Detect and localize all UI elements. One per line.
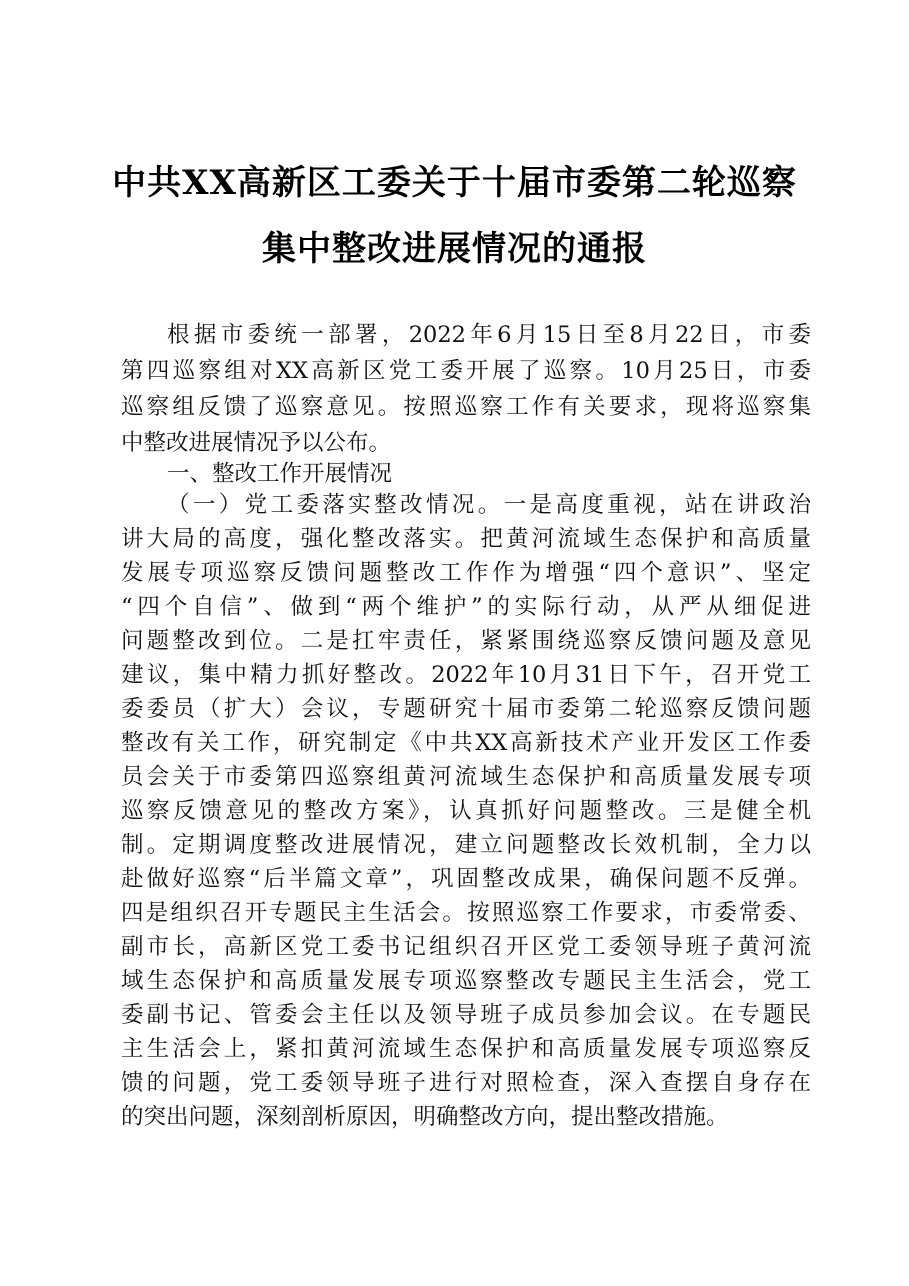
- body-line-7: 委委员（扩大）会议，专题研究十届市委第二轮巡察反馈问题: [121, 696, 811, 722]
- body-line-5: 问题整改到位。二是扛牢责任，紧紧围绕巡察反馈问题及意见: [121, 628, 811, 654]
- body-line-15: 域生态保护和高质量发展专项巡察整改专题民主生活会，党工: [121, 968, 811, 994]
- body-line-4: “四个自信”、做到“两个维护”的实际行动，从严从细促进: [121, 594, 811, 620]
- body-line-6: 建议，集中精力抓好整改。2022年10月31日下午，召开党工: [121, 662, 811, 688]
- section-heading: 一、整改工作开展情况: [167, 461, 393, 487]
- body-line-12: 赴做好巡察“后半篇文章”，巩固整改成果，确保问题不反弹。: [121, 866, 811, 892]
- intro-line-3: 巡察组反馈了巡察意见。按照巡察工作有关要求，现将巡察集: [121, 394, 811, 420]
- body-line-14: 副市长，高新区党工委书记组织召开区党工委领导班子黄河流: [121, 934, 811, 960]
- body-line-1: （一）党工委落实整改情况。一是高度重视，站在讲政治: [167, 492, 811, 518]
- body-line-13: 四是组织召开专题民主生活会。按照巡察工作要求，市委常委、: [121, 900, 811, 926]
- body-line-17: 主生活会上，紧扣黄河流域生态保护和高质量发展专项巡察反: [121, 1036, 811, 1062]
- body-line-2: 讲大局的高度，强化整改落实。把黄河流域生态保护和高质量: [121, 526, 811, 552]
- body-line-10: 巡察反馈意见的整改方案》，认真抓好问题整改。三是健全机: [121, 798, 811, 824]
- body-line-19: 的突出问题，深刻剖析原因，明确整改方向，提出整改措施。: [121, 1104, 729, 1130]
- body-line-11: 制。定期调度整改进展情况，建立问题整改长效机制，全力以: [121, 832, 811, 858]
- document-title-line-1: 中共XX高新区工委关于十届市委第二轮巡察: [112, 163, 797, 203]
- intro-line-1: 根据市委统一部署，2022年6月15日至8月22日，市委: [167, 322, 811, 348]
- body-line-8: 整改有关工作，研究制定《中共XX高新技术产业开发区工作委: [121, 730, 811, 756]
- body-line-9: 员会关于市委第四巡察组黄河流域生态保护和高质量发展专项: [121, 764, 811, 790]
- document-title-line-2: 集中整改进展情况的通报: [262, 229, 647, 269]
- intro-line-4: 中整改进展情况予以公布。: [121, 430, 392, 456]
- body-line-16: 委副书记、管委会主任以及领导班子成员参加会议。在专题民: [121, 1002, 811, 1028]
- intro-line-2: 第四巡察组对XX高新区党工委开展了巡察。10月25日，市委: [121, 358, 811, 384]
- body-line-3: 发展专项巡察反馈问题整改工作作为增强“四个意识”、坚定: [121, 560, 811, 586]
- body-line-18: 馈的问题，党工委领导班子进行对照检查，深入查摆自身存在: [121, 1070, 811, 1096]
